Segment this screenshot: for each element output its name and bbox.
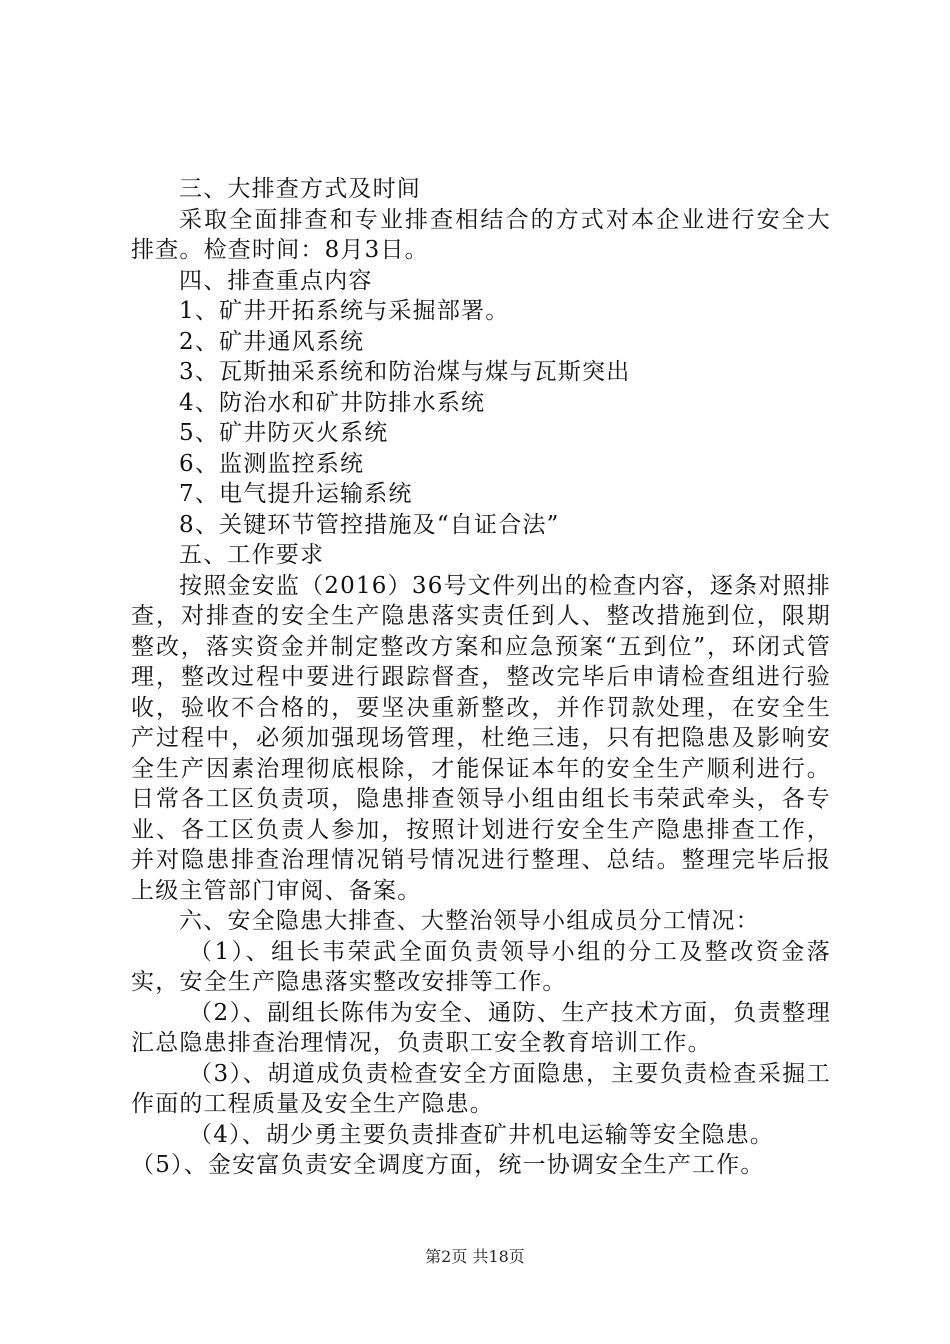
list-item-4: 4、防治水和矿井防排水系统 <box>179 389 486 416</box>
duty-item-1: （1）、组长韦荣武全面负责领导小组的分工及整改资金落实，安全生产隐患落实整改安排等工作。 <box>131 938 831 995</box>
section-heading-5: 五、工作要求 <box>179 542 325 568</box>
list-item-7: 7、电气提升运输系统 <box>179 481 413 507</box>
list-item-6: 6、监测监控系统 <box>179 450 365 477</box>
section-heading-4: 四、排查重点内容 <box>179 267 373 294</box>
duty-item-2: （2）、副组长陈伟为安全、通防、生产技术方面，负责整理汇总隐患排查治理情况，负责职工安全教育培训工作。 <box>131 999 831 1056</box>
duty-item-4: （4）、胡少勇主要负责排查矿井机电运输等安全隐患。 <box>189 1121 775 1148</box>
duty-item-3: （3）、胡道成负责检查安全方面隐患，主要负责检查采掘工作面的工程质量及安全生产隐患。 <box>131 1060 831 1117</box>
list-item-1: 1、矿井开拓系统与采掘部署。 <box>179 298 510 324</box>
section-heading-3: 三、大排查方式及时间 <box>179 176 421 202</box>
list-item-5: 5、矿井防灭火系统 <box>179 420 389 446</box>
duty-item-5: （5）、金安富负责安全调度方面，统一协调安全生产工作。 <box>131 1152 765 1178</box>
paragraph-method: 采取全面排查和专业排查相结合的方式对本企业进行安全大排查。检查时间：8月3日。 <box>131 206 831 263</box>
list-item-8: 8、关键环节管控措施及“自证合法” <box>179 511 560 538</box>
list-item-2: 2、矿井通风系统 <box>179 328 365 355</box>
section-heading-6: 六、安全隐患大排查、大整治领导小组成员分工情况： <box>179 908 760 934</box>
paragraph-requirements: 按照金安监（2016）36号文件列出的检查内容，逐条对照排查，对排查的安全生产隐患落实责任到人、整改措施到位，限期整改，落实资金并制定整改方案和应急预案“五到位”，环闭式管理，整改过程中要进行跟踪督查，整改完毕后申请检查组进行验收，验收不合格的，要坚决重新整改，并作罚款处理，在安全生产过程中，必须加强现场管理，杜绝三违，只有把隐患及影响安全生产因素治理彻底根除，才能保证本年的安全生产顺利进行。日常各工区负责项，隐患排查领导小组由组长韦荣武牵头，各专业、各工区负责人参加，按照计划进行安全生产隐患排查工作，并对隐患排查治理情况销号情况进行整理、总结。整理完毕后报上级主管部门审阅、备案。 <box>131 572 831 904</box>
document-body <box>131 174 831 1181</box>
list-item-3: 3、瓦斯抽采系统和防治煤与煤与瓦斯突出 <box>179 359 631 385</box>
page-number-footer: 第2页 共18页 <box>425 1247 525 1266</box>
